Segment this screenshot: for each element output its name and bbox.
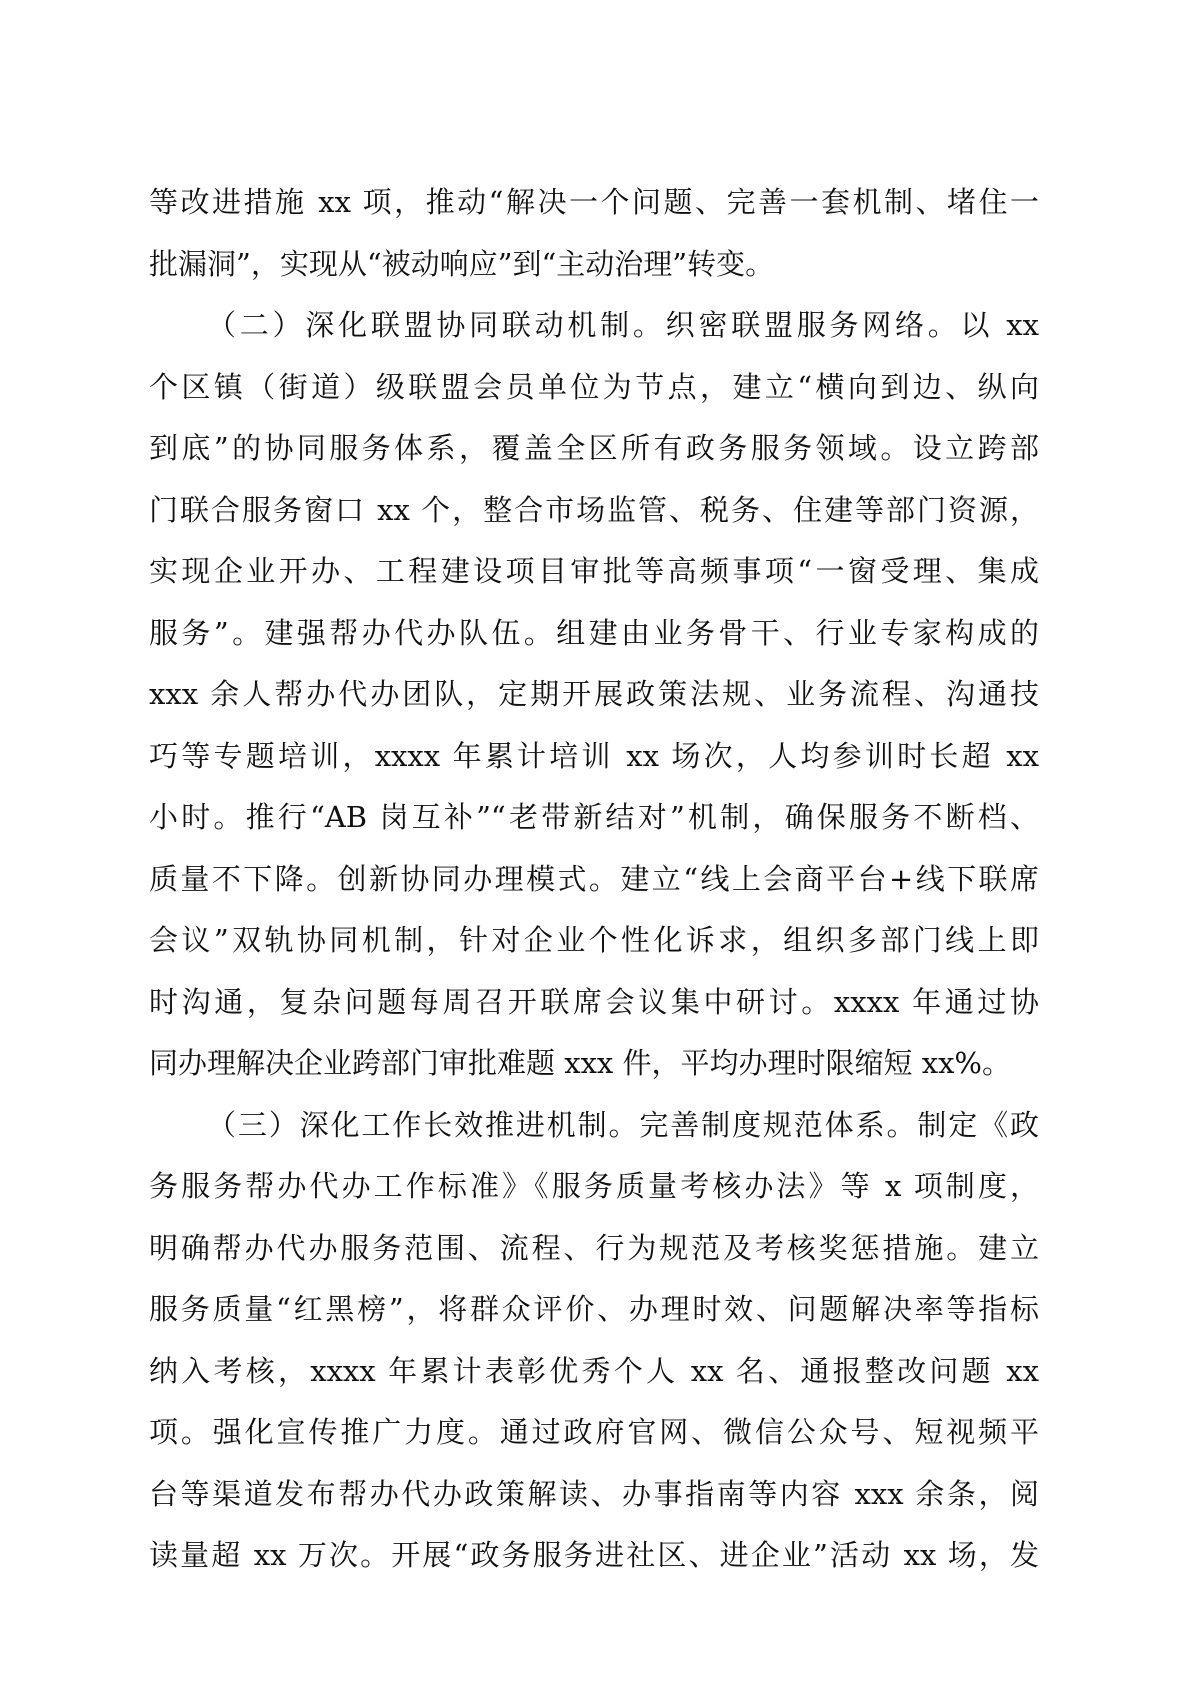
- text-line: 务服务帮办代办工作标准》《服务质量考核办法》等 x 项制度，: [149, 1169, 1039, 1203]
- text-line: 小时。推行“AB 岗互补”“老带新结对”机制，确保服务不断档、: [149, 800, 1039, 834]
- text-line: 时沟通，复杂问题每周召开联席会议集中研讨。xxxx 年通过协: [149, 984, 1039, 1019]
- text-line: 实现企业开办、工程建设项目审批等高频事项“一窗受理、集成: [149, 554, 1039, 588]
- text-line: 读量超 xx 万次。开展“政务服务进社区、进企业”活动 xx 场，发: [149, 1538, 1039, 1572]
- text-line: 个区镇（街道）级联盟会员单位为节点，建立“横向到边、纵向: [149, 369, 1039, 404]
- text-line: 会议”双轨协同机制，针对企业个性化诉求，组织多部门线上即: [149, 923, 1039, 957]
- text-line: 服务质量“红黑榜”，将群众评价、办理时效、问题解决率等指标: [149, 1292, 1039, 1326]
- text-line: 同办理解决企业跨部门审批难题 xxx 件，平均办理时限缩短 xx%。: [149, 1046, 1011, 1080]
- section-heading-line: （三）深化工作长效推进机制。完善制度规范体系。制定《政: [207, 1107, 1039, 1142]
- text-line: 巧等专题培训，xxxx 年累计培训 xx 场次，人均参训时长超 xx: [149, 738, 1039, 773]
- text-line: 批漏洞”，实现从“被动响应”到“主动治理”转变。: [149, 246, 775, 281]
- text-line: 明确帮办代办服务范围、流程、行为规范及考核奖惩措施。建立: [149, 1230, 1039, 1265]
- text-line: 项。强化宣传推广力度。通过政府官网、微信公众号、短视频平: [149, 1415, 1039, 1449]
- text-line: 台等渠道发布帮办代办政策解读、办事指南等内容 xxx 余条，阅: [149, 1476, 1039, 1511]
- text-line: 等改进措施 xx 项，推动“解决一个问题、完善一套机制、堵住一: [149, 185, 1039, 219]
- text-line: 到底”的协同服务体系，覆盖全区所有政务服务领域。设立跨部: [149, 431, 1039, 465]
- text-line: 服务”。建强帮办代办队伍。组建由业务骨干、行业专家构成的: [149, 615, 1039, 650]
- text-line: 门联合服务窗口 xx 个，整合市场监管、税务、住建等部门资源，: [149, 492, 1039, 527]
- text-line: xxx 余人帮办代办团队，定期开展政策法规、业务流程、沟通技: [149, 677, 1039, 711]
- text-line: 纳入考核，xxxx 年累计表彰优秀个人 xx 名、通报整改问题 xx: [149, 1353, 1039, 1388]
- section-heading-line: （二）深化联盟协同联动机制。织密联盟服务网络。以 xx: [207, 308, 1039, 342]
- text-line: 质量不下降。创新协同办理模式。建立“线上会商平台+线下联席: [149, 861, 1039, 896]
- body-text: [149, 172, 1039, 1587]
